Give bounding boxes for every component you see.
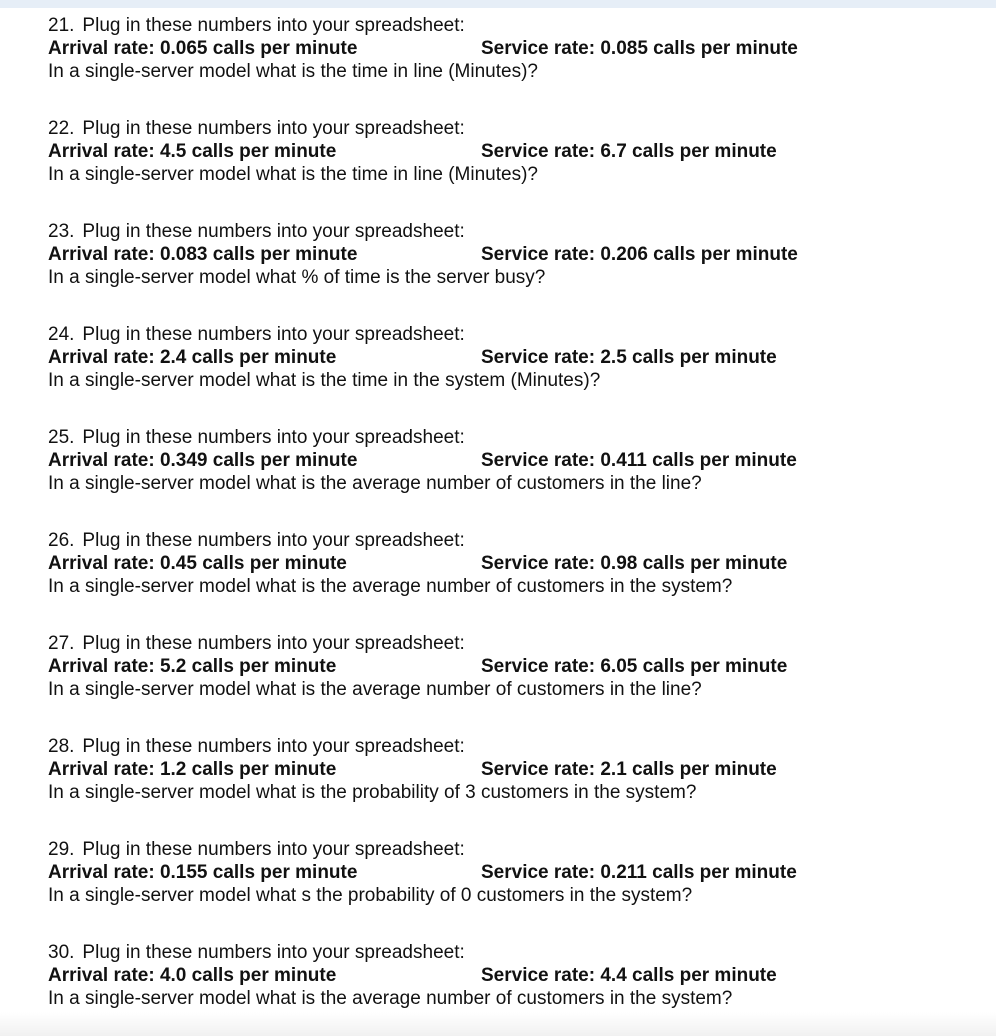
rates-row [48,964,978,987]
service-rate: Service rate: 4.4 calls per minute [481,965,777,986]
question-prompt: Plug in these numbers into your spreadsheet: [82,633,465,654]
question-text: In a single-server model what is the time in line (Minutes)? [48,164,538,185]
question-header [48,941,978,964]
question-item [48,117,978,220]
service-rate: Service rate: 6.7 calls per minute [481,141,777,162]
question-number: 23. [48,221,75,242]
question-header [48,220,978,243]
question-prompt: Plug in these numbers into your spreadsheet: [82,118,465,139]
question-number: 22. [48,118,75,139]
question-prompt: Plug in these numbers into your spreadsheet: [82,221,465,242]
question-header [48,632,978,655]
question-text: In a single-server model what is the time in the system (Minutes)? [48,370,601,391]
question-number: 27. [48,633,75,654]
question-text: In a single-server model what s the probability of 0 customers in the system? [48,885,693,906]
question-item [48,529,978,632]
service-rate: Service rate: 2.1 calls per minute [481,759,777,780]
question-number: 28. [48,736,75,757]
question-item [48,735,978,838]
question-item [48,426,978,529]
question-prompt: Plug in these numbers into your spreadsheet: [82,736,465,757]
question-text: In a single-server model what is the probability of 3 customers in the system? [48,782,697,803]
service-rate: Service rate: 6.05 calls per minute [481,656,788,677]
question-header [48,838,978,861]
question-number: 24. [48,324,75,345]
question-text: In a single-server model what is the average number of customers in the system? [48,576,733,597]
arrival-rate: Arrival rate: 4.0 calls per minute [48,965,337,986]
arrival-rate: Arrival rate: 0.45 calls per minute [48,553,347,574]
question-prompt: Plug in these numbers into your spreadsheet: [82,324,465,345]
rates-row [48,346,978,369]
question-number: 29. [48,839,75,860]
arrival-rate: Arrival rate: 0.349 calls per minute [48,450,358,471]
service-rate: Service rate: 0.211 calls per minute [481,862,797,883]
rates-row [48,552,978,575]
question-list [48,14,978,1036]
question-prompt: Plug in these numbers into your spreadsheet: [82,15,465,36]
question-prompt: Plug in these numbers into your spreadsheet: [82,530,465,551]
service-rate: Service rate: 0.206 calls per minute [481,244,798,265]
question-header [48,14,978,37]
question-text: In a single-server model what is the average number of customers in the line? [48,679,702,700]
question-item [48,632,978,735]
rates-row [48,449,978,472]
question-text: In a single-server model what is the average number of customers in the system? [48,988,733,1009]
question-header [48,323,978,346]
service-rate: Service rate: 0.411 calls per minute [481,450,797,471]
question-header [48,426,978,449]
question-prompt: Plug in these numbers into your spreadsheet: [82,427,465,448]
arrival-rate: Arrival rate: 0.065 calls per minute [48,38,358,59]
arrival-rate: Arrival rate: 0.083 calls per minute [48,244,358,265]
arrival-rate: Arrival rate: 5.2 calls per minute [48,656,337,677]
question-prompt: Plug in these numbers into your spreadsheet: [82,839,465,860]
question-header [48,529,978,552]
question-item [48,220,978,323]
question-header [48,735,978,758]
rates-row [48,140,978,163]
question-item [48,14,978,117]
question-prompt: Plug in these numbers into your spreadsheet: [82,942,465,963]
rates-row [48,37,978,60]
question-number: 26. [48,530,75,551]
question-number: 25. [48,427,75,448]
question-item [48,838,978,941]
arrival-rate: Arrival rate: 0.155 calls per minute [48,862,358,883]
service-rate: Service rate: 2.5 calls per minute [481,347,777,368]
question-text: In a single-server model what is the time in line (Minutes)? [48,61,538,82]
question-number: 21. [48,15,75,36]
question-text: In a single-server model what is the average number of customers in the line? [48,473,702,494]
question-header [48,117,978,140]
rates-row [48,655,978,678]
rates-row [48,861,978,884]
rates-row [48,758,978,781]
question-number: 30. [48,942,75,963]
rates-row [48,243,978,266]
bottom-edge [0,1012,996,1036]
service-rate: Service rate: 0.085 calls per minute [481,38,798,59]
top-border [0,0,996,8]
service-rate: Service rate: 0.98 calls per minute [481,553,788,574]
question-text: In a single-server model what % of time is the server busy? [48,267,546,288]
arrival-rate: Arrival rate: 4.5 calls per minute [48,141,337,162]
arrival-rate: Arrival rate: 1.2 calls per minute [48,759,337,780]
arrival-rate: Arrival rate: 2.4 calls per minute [48,347,337,368]
question-item [48,323,978,426]
